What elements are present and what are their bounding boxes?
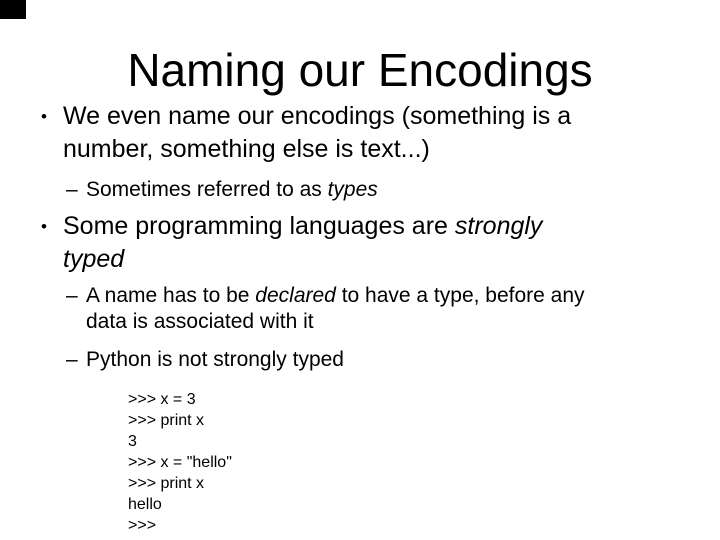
bullet-item: [0, 100, 720, 166]
bullet-text: [63, 210, 720, 276]
bullet-text: [86, 347, 720, 373]
italic-text-segment: typed: [63, 245, 125, 273]
text-line: [63, 210, 720, 243]
code-line: >>> x = 3: [128, 391, 196, 408]
sub-bullet-item: [0, 283, 720, 335]
text-line: [86, 283, 720, 309]
italic-text-segment: strongly: [454, 212, 543, 240]
bullet-dot-icon: •: [41, 107, 47, 126]
text-segment: Some programming languages are: [63, 212, 455, 240]
text-line: [63, 243, 720, 276]
text-line: [86, 347, 720, 373]
text-segment: Python is not strongly typed: [86, 348, 344, 371]
text-segment: number, something else is text...): [63, 135, 430, 163]
text-line: [63, 100, 720, 133]
code-line: 3: [128, 433, 137, 450]
text-line: [63, 133, 720, 166]
bullet-item: [0, 210, 720, 276]
sub-bullet-item: [0, 347, 720, 373]
text-segment: Sometimes referred to as: [86, 178, 328, 201]
text-line: [86, 309, 720, 335]
bullet-text: [86, 177, 720, 203]
code-line: >>> x = "hello": [128, 454, 232, 471]
italic-text-segment: types: [327, 178, 378, 201]
bullet-text: [86, 283, 720, 335]
dash-icon: –: [66, 284, 78, 307]
dash-icon: –: [66, 178, 78, 201]
text-segment: to have a type, before any: [335, 284, 585, 307]
italic-text-segment: declared: [255, 284, 336, 307]
code-line: >>> print x: [128, 475, 205, 492]
bullet-text: [63, 100, 720, 166]
dash-icon: –: [66, 348, 78, 371]
bullet-dot-icon: •: [41, 217, 47, 236]
code-line: >>> print x: [128, 412, 205, 429]
corner-mark: [0, 0, 26, 19]
slide-title: Naming our Encodings: [127, 44, 593, 96]
text-segment: We even name our encodings (something is a: [63, 102, 572, 130]
code-line: hello: [128, 496, 162, 513]
code-line: >>>: [128, 517, 157, 534]
code-block: [128, 389, 232, 536]
text-segment: data is associated with it: [86, 310, 314, 333]
sub-bullet-item: [0, 177, 720, 203]
text-segment: A name has to be: [86, 284, 256, 307]
text-line: [86, 177, 720, 203]
